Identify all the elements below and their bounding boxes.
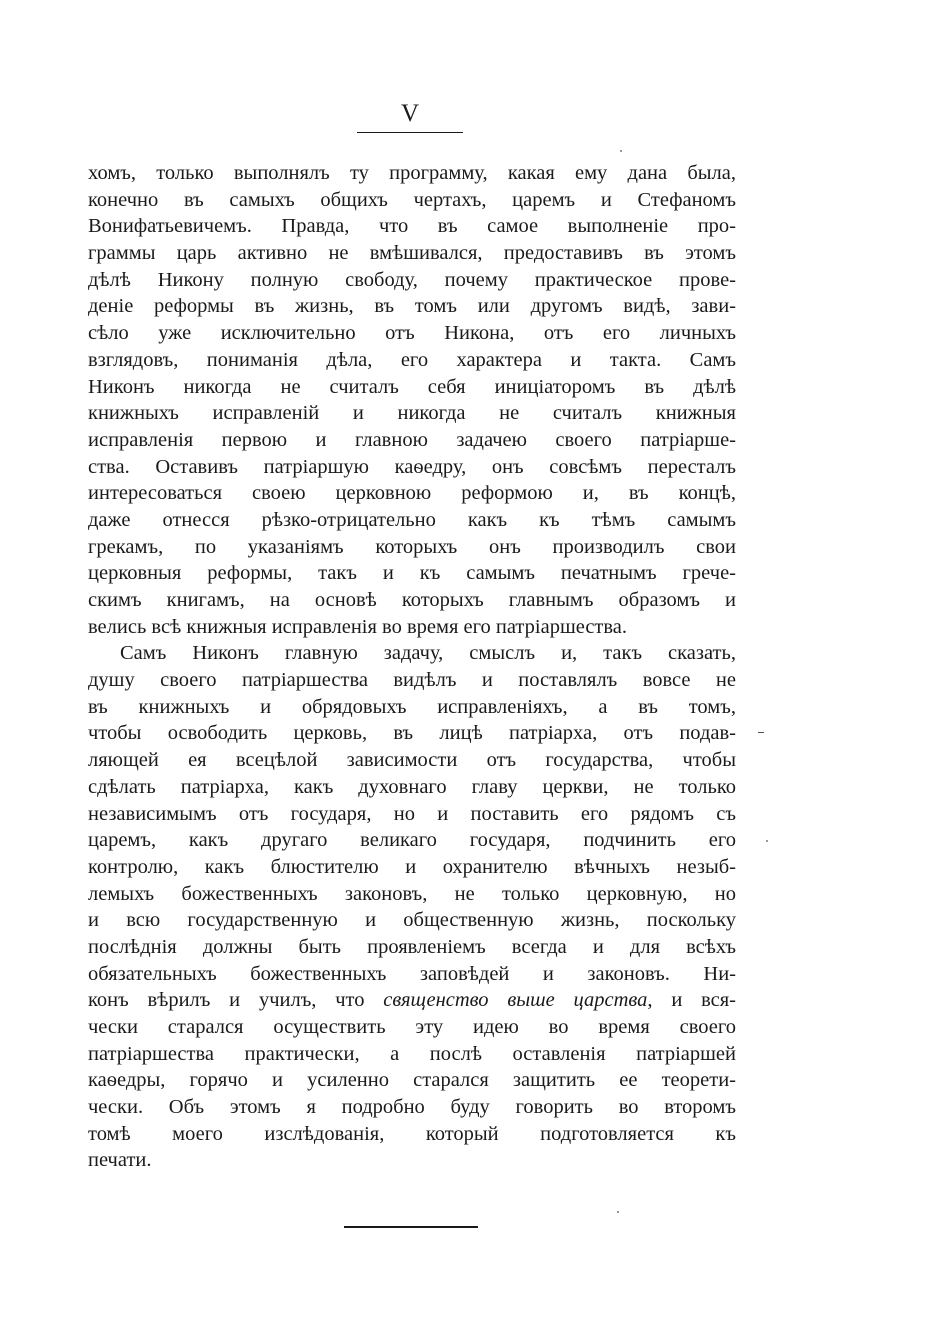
page-number: V: [400, 100, 420, 127]
text-line: грекамъ, по указаніямъ которыхъ онъ производилъ свои: [88, 535, 736, 558]
text-line: Вонифатьевичемъ. Правда, что въ самое выполненіе про-: [88, 215, 736, 238]
margin-mark: [758, 732, 764, 733]
text-line: каѳедры, горячо и усиленно старался защитить ее теорети-: [88, 1069, 736, 1092]
print-speck: [766, 840, 768, 842]
text-line: лемыхъ божественныхъ законовъ, не только церковную, но: [88, 882, 736, 905]
text-line: конечно въ самыхъ общихъ чертахъ, царемъ и Стефаномъ: [88, 188, 736, 211]
text-line: ства. Оставивъ патріаршую каѳедру, онъ совсѣмъ пересталъ: [88, 455, 736, 478]
header-rule: [357, 132, 463, 133]
text-line: чтобы освободить церковь, въ лицѣ патріарха, отъ подав-: [88, 722, 736, 745]
text-line: обязательныхъ божественныхъ заповѣдей и законовъ. Ни-: [88, 962, 736, 985]
text-line: и всю государственную и общественную жизнь, поскольку: [88, 909, 736, 932]
text-line: интересоваться своею церковною реформою и, въ концѣ,: [88, 482, 736, 505]
text-line: послѣднія должны быть проявленіемъ всегда и для всѣхъ: [88, 935, 736, 958]
text-line: ляющей ея всецѣлой зависимости отъ государства, чтобы: [88, 749, 736, 772]
text-line: независимымъ отъ государя, но и поставить его рядомъ съ: [88, 802, 736, 825]
text-fragment: , и вся-: [647, 989, 736, 1012]
text-line: душу своего патріаршества видѣлъ и поставлялъ вовсе не: [88, 669, 736, 692]
text-line: книжныхъ исправленій и никогда не считалъ книжныя: [88, 402, 736, 425]
text-line: даже отнесся рѣзко-отрицательно какъ къ тѣмъ самымъ: [88, 508, 736, 531]
text-line: Самъ Никонъ главную задачу, смыслъ и, такъ сказать,: [120, 642, 736, 665]
body-text: [88, 160, 736, 1174]
end-of-section-rule: [344, 1226, 478, 1228]
text-line: томѣ моего изслѣдованія, который подготовляется къ: [88, 1122, 736, 1145]
text-line: граммы царь активно не вмѣшивался, предоставивъ въ этомъ: [88, 242, 736, 265]
text-line: царемъ, какъ другаго великаго государя, подчинить его: [88, 829, 736, 852]
text-line: сдѣлать патріарха, какъ духовнаго главу церкви, не только: [88, 775, 736, 798]
text-line: чески старался осуществить эту идею во время своего: [88, 1016, 736, 1038]
text-fragment: конъ вѣрилъ и училъ, что: [88, 989, 365, 1012]
text-line: деніе реформы въ жизнь, въ томъ или другомъ видѣ, зави-: [88, 295, 736, 318]
text-line: патріаршества практически, а послѣ оставленія патріаршей: [88, 1042, 736, 1065]
text-line-with-emphasis: [88, 987, 736, 1014]
text-line: велись всѣ книжныя исправленія во время его патріаршества.: [88, 615, 628, 638]
print-speck: [620, 150, 622, 152]
text-line: въ книжныхъ и обрядовыхъ исправленіяхъ, а въ томъ,: [88, 695, 736, 718]
text-line: хомъ, только выполнялъ ту программу, какая ему дана была,: [88, 162, 736, 184]
page-header: [357, 100, 463, 133]
text-line: печати.: [88, 1149, 152, 1172]
emphasized-phrase: священство выше царства: [383, 989, 648, 1012]
text-line: Никонъ никогда не считалъ себя иниціаторомъ въ дѣлѣ: [88, 375, 736, 398]
text-line: дѣлѣ Никону полную свободу, почему практическое прове-: [88, 268, 736, 291]
text-line: чески. Объ этомъ я подробно буду говорить во второмъ: [88, 1096, 736, 1119]
text-line: контролю, какъ блюстителю и охранителю вѣчныхъ незыб-: [88, 855, 736, 878]
print-speck: [617, 1211, 619, 1213]
text-line: взглядовъ, пониманія дѣла, его характера и такта. Самъ: [88, 348, 736, 371]
text-line: скимъ книгамъ, на основѣ которыхъ главнымъ образомъ и: [88, 589, 736, 611]
text-line: сѣло уже исключительно отъ Никона, отъ его личныхъ: [88, 322, 736, 345]
text-line: церковныя реформы, такъ и къ самымъ печатнымъ грече-: [88, 562, 736, 585]
text-line: исправленія первою и главною задачею своего патріарше-: [88, 428, 736, 451]
